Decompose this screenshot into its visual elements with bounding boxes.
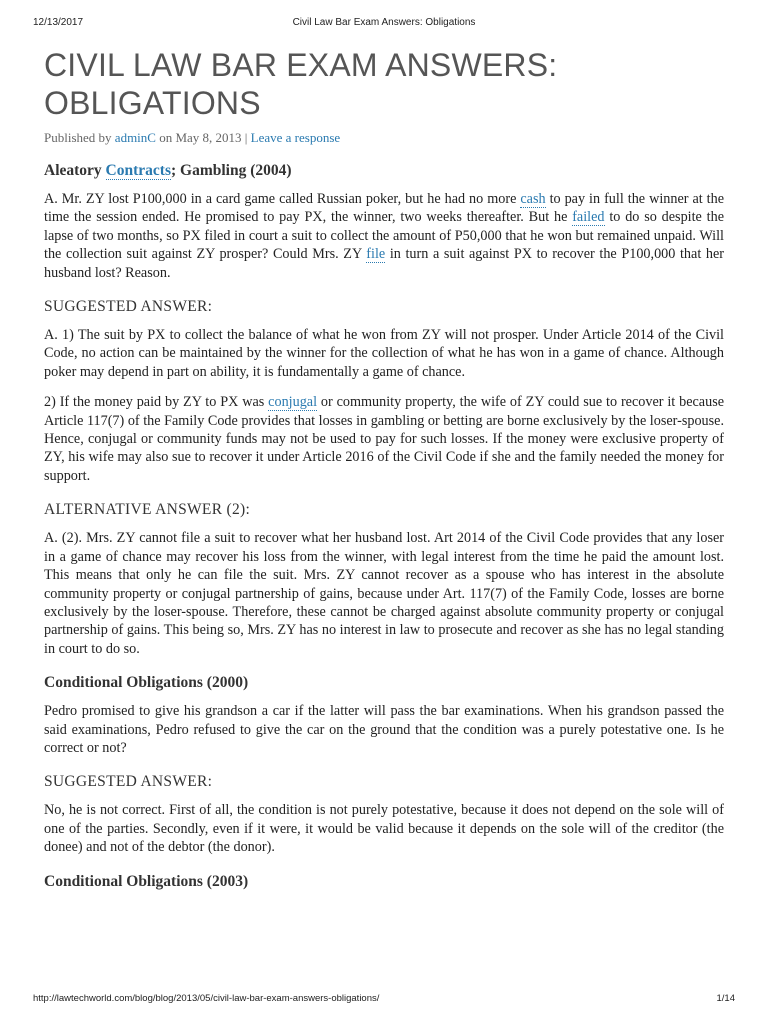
- alternative-answer-heading: ALTERNATIVE ANSWER (2):: [44, 501, 251, 519]
- text: to do so despite the lapse of two months, so PX filed in court a suit to collect the amount of P50,000 that he won but remained unpaid. Will the collection suit against ZY prosper? Could Mrs. ZY: [44, 209, 724, 263]
- section-heading-conditional-2003: Conditional Obligations (2003): [44, 872, 249, 890]
- answer-paragraph: No, he is not correct. First of all, the condition is not purely potestative, because it does not depend on the sole will of one of the parties. Secondly, even if it were, it would be valid because it depends on the sole will of the creditor (the donee) and not of the debtor (the donor).: [44, 802, 724, 856]
- print-footer: [33, 993, 735, 1007]
- print-title: Civil Law Bar Exam Answers: Obligations: [292, 17, 476, 28]
- section-heading-aleatory: [44, 162, 724, 180]
- print-header: [33, 17, 735, 31]
- author-link[interactable]: adminC: [114, 130, 156, 145]
- section-heading-conditional-2000: Conditional Obligations (2000): [44, 674, 249, 692]
- question-paragraph: Pedro promised to give his grandson a car if the latter will pass the bar examinations. When his grandson passed the said examinations, Pedro refused to give the car on the ground that the condition was a purely potestative one. Is he correct or not?: [44, 703, 724, 756]
- leave-response-link[interactable]: Leave a response: [250, 130, 341, 145]
- question-paragraph: [44, 190, 724, 282]
- failed-link[interactable]: failed: [572, 209, 605, 226]
- text: to pay in full the winner at the time the session ended. He promised to pay PX, the winner, two weeks thereafter. But he: [44, 191, 725, 226]
- conjugal-link[interactable]: conjugal: [268, 394, 318, 411]
- article: [44, 46, 724, 901]
- publish-date: on May 8, 2013 |: [155, 130, 251, 145]
- print-date: 12/13/2017: [33, 17, 84, 28]
- text: 2) If the money paid by ZY to PX was: [44, 394, 269, 411]
- text: A. Mr. ZY lost P100,000 in a card game called Russian poker, but he had no more: [44, 191, 521, 207]
- contracts-link[interactable]: Contracts: [105, 162, 171, 179]
- heading-text: Aleatory: [44, 162, 106, 179]
- article-title: CIVIL LAW BAR EXAM ANSWERS: OBLIGATIONS: [44, 47, 558, 121]
- cash-link[interactable]: cash: [520, 191, 546, 207]
- text: in turn a suit against PX to recover the P100,000 that her husband lost? Reason.: [44, 246, 724, 281]
- file-link[interactable]: file: [366, 246, 386, 263]
- published-by-label: Published by: [44, 130, 115, 145]
- page-number: 1/14: [716, 993, 735, 1004]
- article-meta: [44, 130, 724, 146]
- text: or community property, the wife of ZY could sue to recover it because Article 117(7) of the Family Code provides that losses in gambling or betting are borne exclusively by the loser-spouse. Hence, conjugal or community funds may not be used to pay for such losses. If the money were exclusive property of ZY, his wife may also sue to recover it under Article 2016 of the Civil Code if she and the family needed the money for support.: [44, 394, 725, 484]
- answer-paragraph: [44, 393, 724, 485]
- print-url: http://lawtechworld.com/blog/blog/2013/05/civil-law-bar-exam-answers-obligations/: [33, 993, 380, 1004]
- heading-text: ; Gambling (2004): [170, 162, 292, 179]
- suggested-answer-heading: SUGGESTED ANSWER:: [44, 298, 213, 316]
- answer-paragraph: A. 1) The suit by PX to collect the balance of what he won from ZY will not prosper. Under Article 2014 of the Civil Code, no action can be maintained by the winner for the collection of what he has won in a game of chance. Although poker may depend in part on ability, it is fundamentally a game of chance.: [44, 327, 724, 380]
- suggested-answer-heading: SUGGESTED ANSWER:: [44, 773, 213, 791]
- alternative-answer-paragraph: A. (2). Mrs. ZY cannot file a suit to recover what her husband lost. Art 2014 of the Civil Code provides that any loser in a game of chance may recover his loss from the winner, with legal interest from the time he paid the amount lost. This means that only he can file the suit. Mrs. ZY cannot recover as a spouse who has interest in the absolute community property or conjugal partnership of gains, because under Art. 117(7) of the Family Code, losses are borne exclusively by the loser-spouse. Therefore, these cannot be charged against absolute community property or conjugal partnership of gains. This being so, Mrs. ZY has no interest in law to prosecute and recover as she has no legal standing in court to do so.: [44, 530, 724, 657]
